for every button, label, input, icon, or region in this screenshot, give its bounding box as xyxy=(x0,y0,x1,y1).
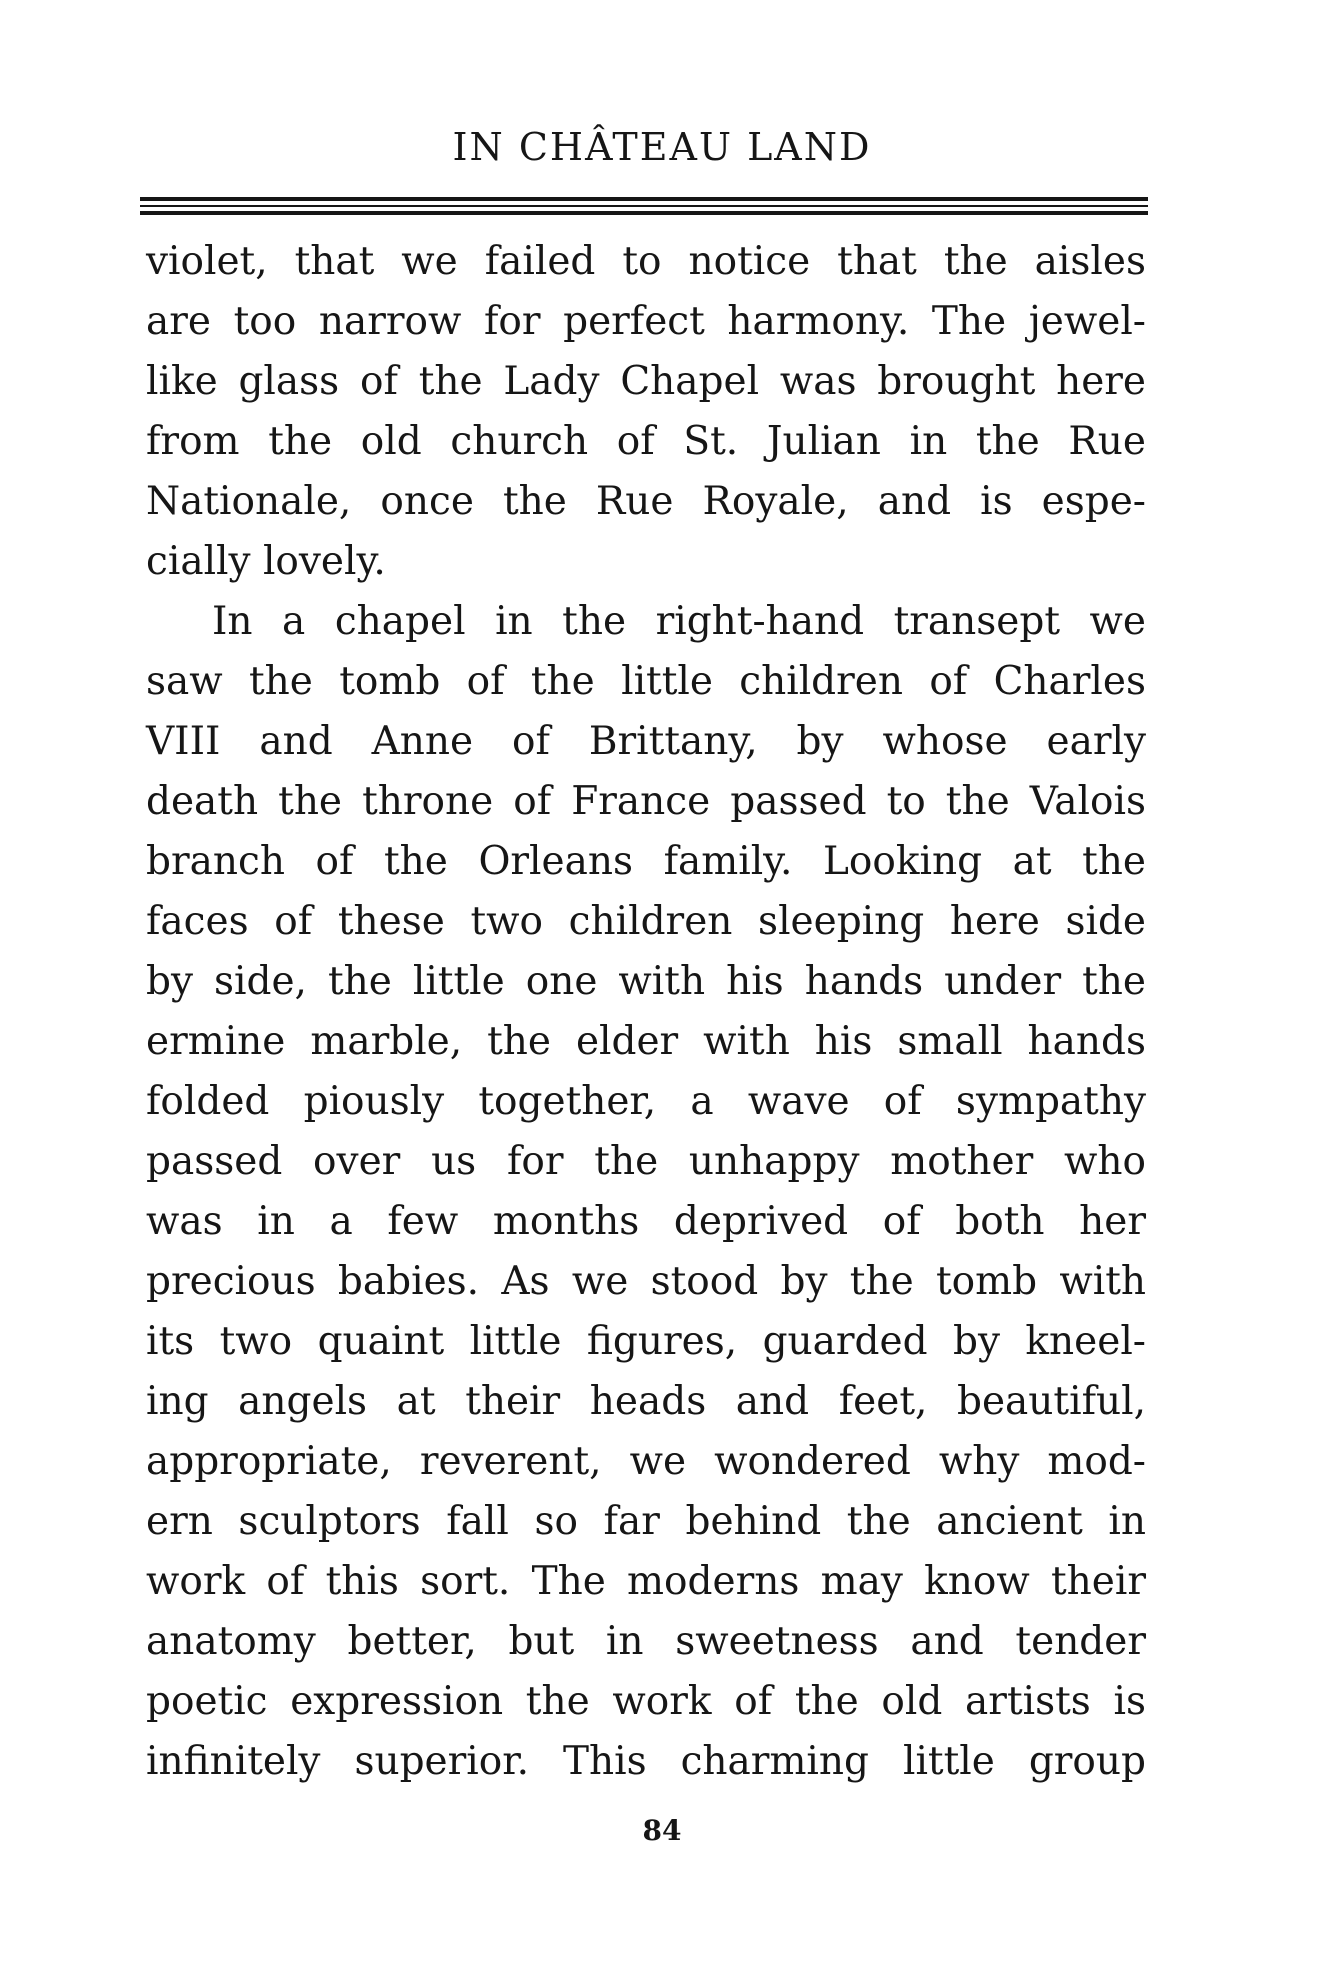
text-line: precious babies. As we stood by the tomb with xyxy=(146,1259,1146,1304)
text-line: ing angels at their heads and feet, beautiful, xyxy=(146,1379,1146,1424)
text-line: ermine marble, the elder with his small hands xyxy=(146,1019,1146,1064)
text-line: In a chapel in the right-hand transept we xyxy=(212,599,1146,644)
page-number: 84 xyxy=(642,1814,682,1847)
text-line: infinitely superior. This charming little group xyxy=(146,1739,1146,1784)
text-line: from the old church of St. Julian in the Rue xyxy=(146,419,1146,464)
text-line: cially lovely. xyxy=(146,539,386,584)
header-rule-top xyxy=(140,197,1148,201)
text-line: ern sculptors fall so far behind the ancient in xyxy=(146,1499,1146,1544)
body-text xyxy=(146,232,1146,1792)
text-line: are too narrow for perfect harmony. The jewel- xyxy=(146,299,1146,344)
text-line: anatomy better, but in sweetness and tender xyxy=(146,1619,1146,1664)
text-line: death the throne of France passed to the Valois xyxy=(146,779,1146,824)
text-line: folded piously together, a wave of sympathy xyxy=(146,1079,1146,1124)
header-rule-bottom xyxy=(140,211,1148,215)
running-head: IN CHÂTEAU LAND xyxy=(452,125,872,169)
text-line: violet, that we failed to notice that the aisles xyxy=(146,239,1146,284)
text-line: work of this sort. The moderns may know their xyxy=(146,1559,1146,1604)
text-line: by side, the little one with his hands under the xyxy=(146,959,1146,1004)
paragraph-2 xyxy=(146,592,1146,1792)
text-line: was in a few months deprived of both her xyxy=(146,1199,1146,1244)
text-line: like glass of the Lady Chapel was brought here xyxy=(146,359,1146,404)
text-line: branch of the Orleans family. Looking at the xyxy=(146,839,1146,884)
text-line: passed over us for the unhappy mother who xyxy=(146,1139,1146,1184)
header-rule-middle xyxy=(140,205,1148,207)
paragraph-1 xyxy=(146,232,1146,592)
text-line: appropriate, reverent, we wondered why mod- xyxy=(146,1439,1146,1484)
text-line: its two quaint little figures, guarded by kneel- xyxy=(146,1319,1146,1364)
text-line: VIII and Anne of Brittany, by whose early xyxy=(146,719,1146,764)
text-line: saw the tomb of the little children of Charles xyxy=(146,659,1146,704)
text-line: poetic expression the work of the old artists is xyxy=(146,1679,1146,1724)
text-line: faces of these two children sleeping here side xyxy=(146,899,1146,944)
text-line: Nationale, once the Rue Royale, and is espe- xyxy=(146,479,1146,524)
